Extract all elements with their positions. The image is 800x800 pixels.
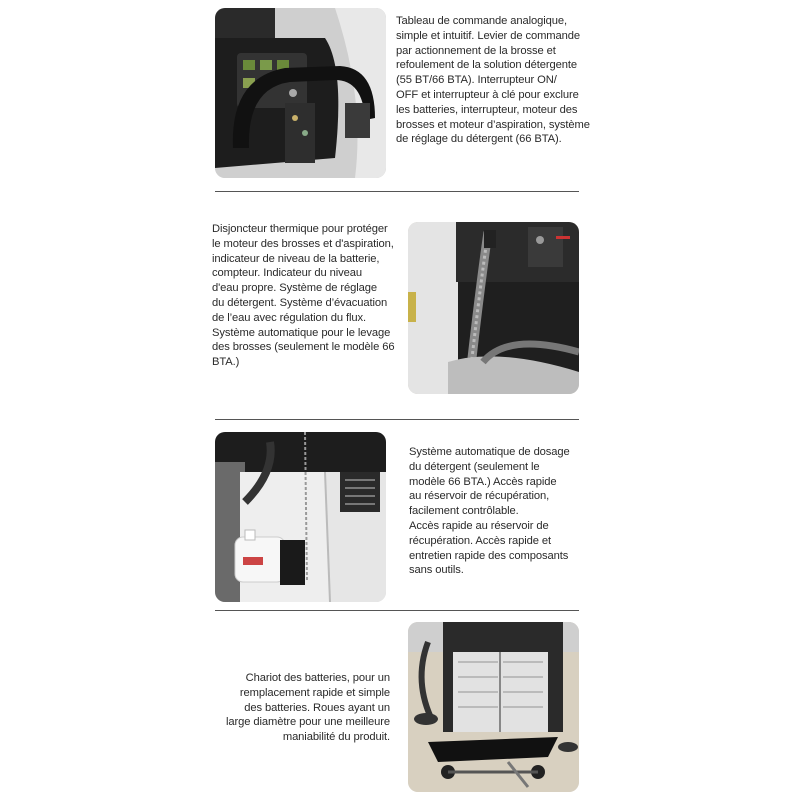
divider <box>215 191 579 192</box>
text-line: des batteries. Roues ayant un <box>244 701 390 714</box>
text-line: entretien rapide des composants <box>409 549 569 562</box>
battery-cart-photo <box>408 622 579 792</box>
section-4-text <box>200 671 390 745</box>
text-line: sans outils. <box>409 564 464 577</box>
text-line: du détergent (seulement le <box>409 460 540 473</box>
text-line: indicateur de niveau de la batterie, <box>212 252 380 265</box>
section-3-text <box>409 445 570 578</box>
hose-panel-photo <box>408 222 579 394</box>
text-line: Chariot des batteries, pour un <box>245 672 390 684</box>
text-line: au réservoir de récupération, <box>409 490 550 503</box>
text-line: Système automatique de dosage <box>409 446 570 458</box>
text-line: maniabilité du produit. <box>282 731 390 744</box>
text-line: de réglage du détergent (66 BTA). <box>396 133 562 146</box>
divider <box>215 419 579 420</box>
section-1-text <box>396 14 590 147</box>
text-line: remplacement rapide et simple <box>239 686 390 699</box>
text-line: d'eau propre. Système de réglage <box>212 282 377 295</box>
text-line: simple et intuitif. Levier de commande <box>396 29 580 42</box>
text-line: des brosses (seulement le modèle 66 <box>212 341 395 354</box>
text-line: Système automatique pour le levage <box>212 326 391 339</box>
divider <box>215 610 579 611</box>
text-line: par actionnement de la brosse et <box>396 44 556 57</box>
text-line: brosses et moteur d’aspiration, système <box>396 118 590 131</box>
text-line: du détergent. Système d’évacuation <box>212 296 388 309</box>
control-panel-photo <box>215 8 386 178</box>
text-line: Accès rapide au réservoir de <box>409 519 549 532</box>
text-line: récupération. Accès rapide et <box>409 534 552 547</box>
text-line: compteur. Indicateur du niveau <box>212 267 362 280</box>
text-line: refoulement de la solution détergente <box>396 59 578 72</box>
text-line: le moteur des brosses et d'aspiration, <box>212 237 394 250</box>
tank-interior-photo <box>215 432 386 602</box>
text-line: Tableau de commande analogique, <box>396 15 568 27</box>
text-line: OFF et interrupteur à clé pour exclure <box>396 88 579 101</box>
text-line: les batteries, interrupteur, moteur des <box>396 103 578 116</box>
text-line: facilement contrôlable. <box>409 505 519 518</box>
text-line: (55 BT/66 BTA). Interrupteur ON/ <box>396 74 557 87</box>
text-line: de l’eau avec régulation du flux. <box>212 311 367 324</box>
text-line: modèle 66 BTA.) Accès rapide <box>409 475 557 488</box>
text-line: BTA.) <box>212 356 240 369</box>
text-line: Disjoncteur thermique pour protéger <box>212 223 388 235</box>
section-2-text <box>212 222 394 370</box>
text-line: large diamètre pour une meilleure <box>226 716 390 729</box>
